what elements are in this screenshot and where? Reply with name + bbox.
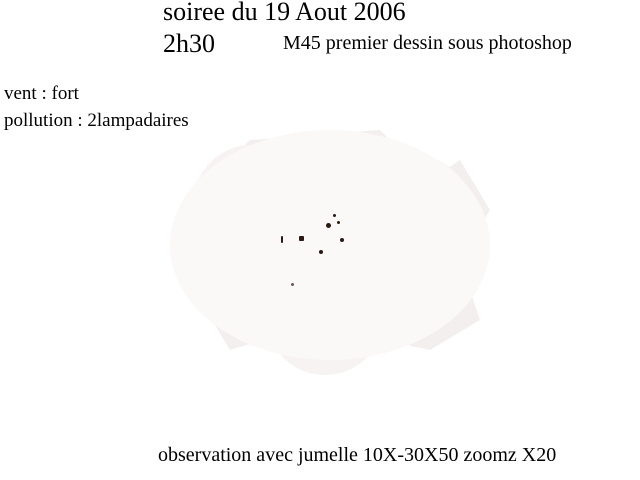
page-subtitle: M45 premier dessin sous photoshop <box>283 32 572 54</box>
star-left-tick <box>281 236 283 243</box>
page-title: soiree du 19 Aout 2006 <box>163 0 406 26</box>
equipment-note: observation avec jumelle 10X-30X50 zoomz X20 <box>158 444 557 466</box>
star-upper-right <box>337 221 340 224</box>
light-pollution-note: pollution : 2lampadaires <box>4 110 189 131</box>
star-upper-center <box>326 223 331 228</box>
star-center-right <box>340 238 344 242</box>
observation-time: 2h30 <box>163 29 215 58</box>
star-center-left <box>299 236 304 241</box>
wind-condition: vent : fort <box>4 83 79 104</box>
star-top-right-small <box>333 214 336 217</box>
sky-haze-graphic <box>130 120 530 390</box>
star-lower-center <box>319 250 323 254</box>
star-bottom-faint <box>291 283 294 286</box>
